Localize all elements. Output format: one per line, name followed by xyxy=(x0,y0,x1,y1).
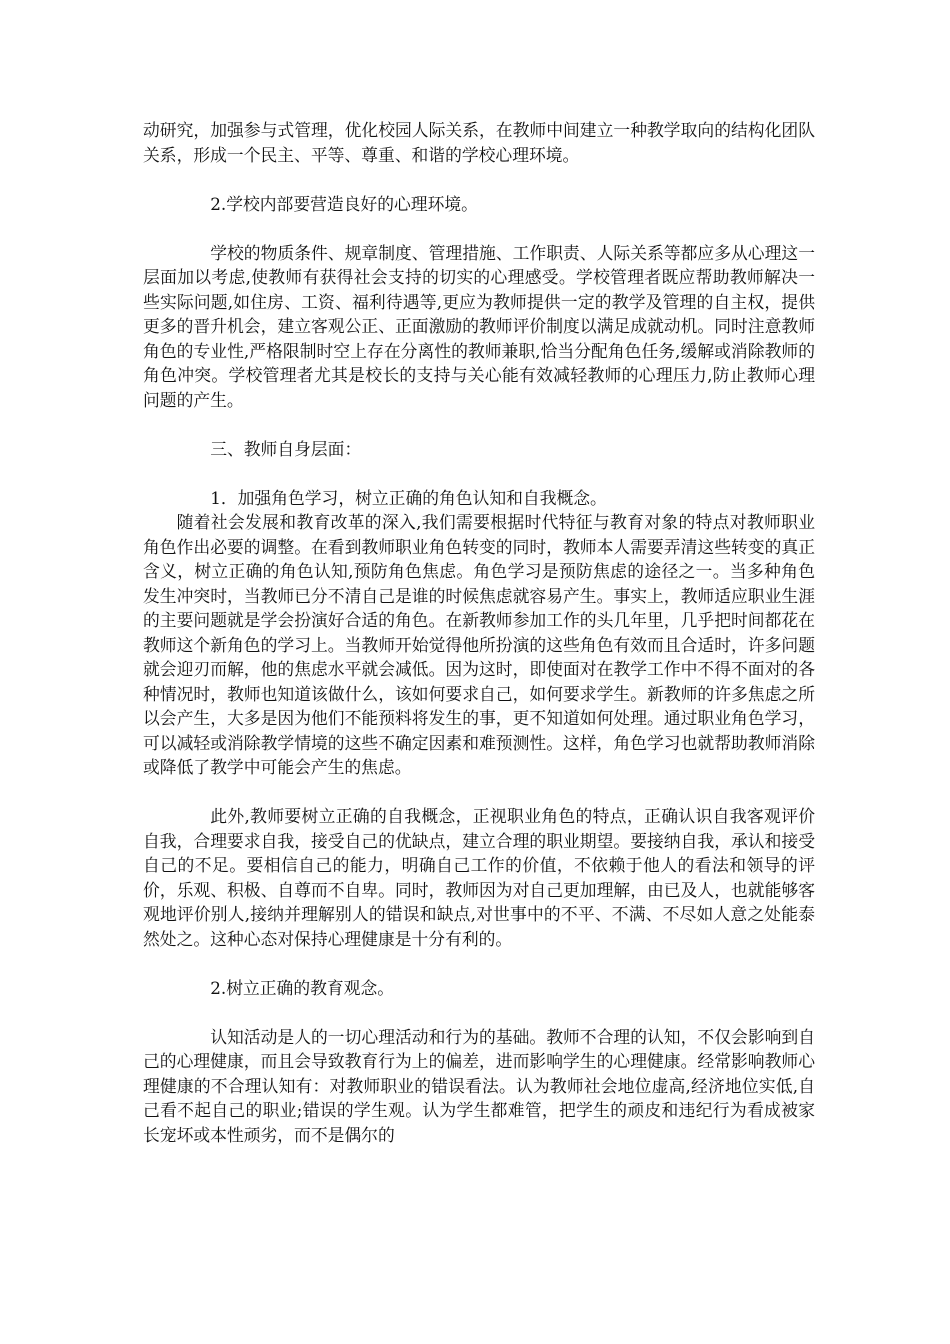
paragraph-continued: 动研究，加强参与式管理，优化校园人际关系，在教师中间建立一种教学取向的结构化团队关系，形成一个民主、平等、尊重、和谐的学校心理环境。 xyxy=(143,120,815,165)
paragraph-cognition: 认知活动是人的一切心理活动和行为的基础。教师不合理的认知，不仅会影响到自己的心理健康，而且会导致教育行为上的偏差，进而影响学生的心理健康。经常影响教师心理健康的不合理认知有：对教师职业的错误看法。认为教师社会地位虚高,经济地位实低,自己看不起自己的职业;错误的学生观。认为学生都难管，把学生的顽皮和违纪行为看成被家长宠坏或本性顽劣，而不是偶尔的 xyxy=(143,1026,815,1145)
subsection-heading-education-concept: 2.树立正确的教育观念。 xyxy=(210,977,395,998)
paragraph-school-environment: 学校的物质条件、规章制度、管理措施、工作职责、人际关系等都应多从心理这一层面加以考虑,使教师有获得社会支持的切实的心理感受。学校管理者既应帮助教师解决一些实际问题,如住房、工资、福利待遇等,更应为教师提供一定的教学及管理的自主权，提供更多的晋升机会，建立客观公正、正面激励的教师评价制度以满足成就动机。同时注意教师角色的专业性,严格限制时空上存在分离性的教师兼职,恰当分配角色任务,缓解或消除教师的角色冲突。学校管理者尤其是校长的支持与关心能有效减轻教师的心理压力,防止教师心理问题的产生。 xyxy=(143,242,815,410)
paragraph-role-learning: 随着社会发展和教育改革的深入,我们需要根据时代特征与教育对象的特点对教师职业角色作出必要的调整。在看到教师职业角色转变的同时，教师本人需要弄清这些转变的真正含义，树立正确的角色认知,预防角色焦虑。角色学习是预防焦虑的途径之一。当多种角色发生冲突时，当教师已分不清自己是谁的时候焦虑就容易产生。事实上，教师适应职业生涯的主要问题就是学会扮演好合适的角色。在新教师参加工作的头几年里，几乎把时间都花在教师这个新角色的学习上。当教师开始觉得他所扮演的这些角色有效而且合适时，许多问题就会迎刃而解，他的焦虑水平就会减低。因为这时，即使面对在教学工作中不得不面对的各种情况时，教师也知道该做什么，该如何要求自己，如何要求学生。新教师的许多焦虑之所以会产生，大多是因为他们不能预料将发生的事，更不知道如何处理。通过职业角色学习，可以减轻或消除教学情境的这些不确定因素和难预测性。这样，角色学习也就帮助教师消除或降低了教学中可能会产生的焦虑。 xyxy=(143,512,815,777)
paragraph-self-concept: 此外,教师要树立正确的自我概念，正视职业角色的特点，正确认识自我客观评价自我，合理要求自我，接受自己的优缺点，建立合理的职业期望。要接纳自我，承认和接受自己的不足。要相信自己的能力，明确自己工作的价值，不依赖于他人的看法和领导的评价，乐观、积极、自尊而不自卑。同时，教师因为对自己更加理解，由已及人，也就能够客观地评价别人,接纳并理解别人的错误和缺点,对世事中的不平、不满、不尽如人意之处能泰然处之。这种心态对保持心理健康是十分有利的。 xyxy=(143,806,815,949)
section-heading-2: 2.学校内部要营造良好的心理环境。 xyxy=(210,193,478,214)
section-heading-teacher-level: 三、教师自身层面： xyxy=(210,438,362,459)
document-page xyxy=(143,118,815,1147)
subsection-heading-role-learning: 1．加强角色学习，树立正确的角色认知和自我概念。 xyxy=(210,487,607,508)
